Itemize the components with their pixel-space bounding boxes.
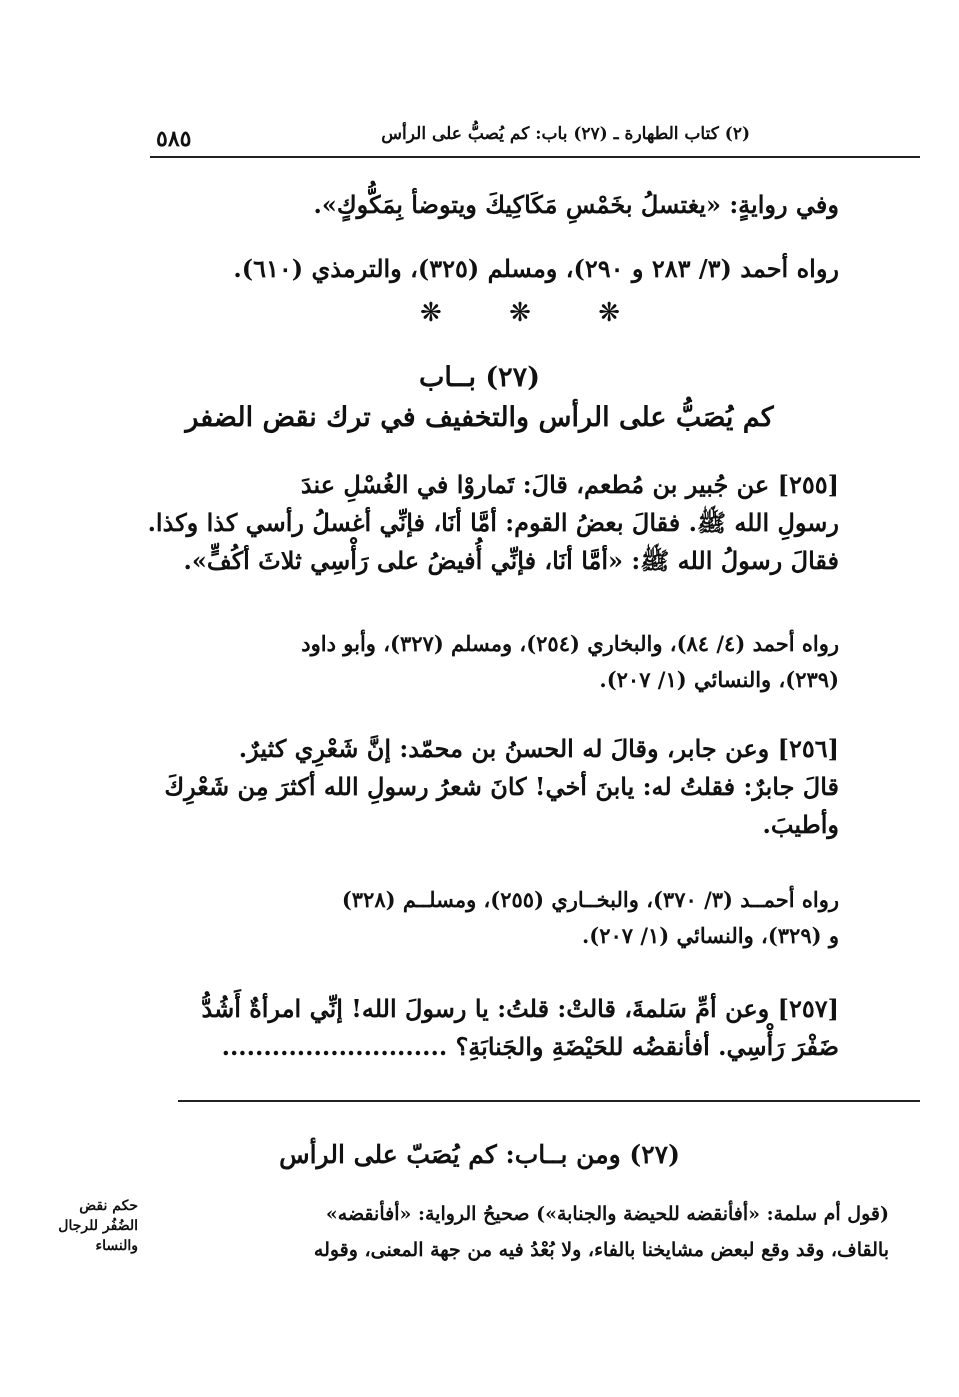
margin-note [48, 1196, 138, 1256]
continuation-dots: ........................... [221, 1032, 448, 1061]
section-separator [420, 298, 620, 328]
reference-line: رواه أحمد (٤/ ٨٤)، والبخاري (٢٥٤)، ومسلم (٣٢٧)، وأبو داود [301, 631, 839, 656]
chapter-title: كم يُصَبُّ على الرأس والتخفيف في ترك نقض الضفر [185, 402, 774, 433]
margin-note-line: حكم نقض [79, 1198, 138, 1214]
page-number: ٥٨٥ [156, 126, 192, 152]
hadith-255-reference [301, 626, 839, 698]
hadith-line: فقالَ رسولُ الله ﷺ: «أمَّا أنَا، فإنِّي أُفيضُ على رَأْسِي ثلاثَ أكُفٍّ». [183, 546, 839, 575]
reference-line: (٢٣٩)، والنسائي (١/ ٢٠٧). [599, 667, 839, 692]
running-title: (٢) كتاب الطهارة ـ (٢٧) باب: كم يُصبُّ على الرأس [381, 124, 750, 144]
hadith-line: قالَ جابرٌ: فقلتُ له: يابنَ أخي! كانَ شعرُ رسولِ الله أكثرَ مِن شَعْرِكَ [164, 772, 839, 801]
hadith-257 [201, 990, 839, 1066]
hadith-line: [٢٥٥] عن جُبير بن مُطعم، قالَ: تَماروْا في الغُسْلِ عندَ [300, 470, 839, 499]
margin-note-line: الضُفُر للرجال [58, 1218, 138, 1234]
commentary-line: (قول أم سلمة: «أفأنقضه للحيضة والجنابة») صحيحُ الرواية: «أفأنقضه» [325, 1203, 889, 1225]
hadith-line: [٢٥٦] وعن جابر، وقالَ له الحسنُ بن محمّد: إنَّ شَعْرِي كثيرٌ. [238, 734, 839, 763]
hadith-line: رسولِ الله ﷺ. فقالَ بعضُ القوم: أمَّا أنَا، فإنِّي أغسلُ رأسي كذا وكذا. [147, 508, 839, 537]
hadith-line [201, 1028, 839, 1066]
hadith-line: [٢٥٧] وعن أمِّ سَلمةَ، قالتْ: قلتُ: يا رسولَ الله! إنِّي امرأةٌ أَشُدُّ [201, 994, 839, 1023]
commentary-line: بالقاف، وقد وقع لبعض مشايخنا بالفاء، ولا بُعْدُ فيه من جهة المعنى، وقوله [313, 1239, 889, 1261]
page-header [150, 120, 920, 158]
reference-line: رواه أحمــد (٣/ ٣٧٠)، والبخــاري (٢٥٥)، ومسلــم (٣٢٨) [341, 887, 839, 912]
intro-narration: وفي روايةٍ: «يغتسلُ بخَمْسِ مَكَاكِيكَ ويتوضأ بِمَكُّوكٍ». [313, 190, 839, 219]
margin-note-line: والنساء [95, 1238, 138, 1254]
hadith-256-reference [342, 882, 839, 954]
footnote-divider [178, 1100, 920, 1102]
star-ornament: ❋ [598, 298, 620, 328]
hadith-line: وأطيبَ. [762, 810, 839, 839]
reference-line: و (٣٢٩)، والنسائي (١/ ٢٠٧). [581, 923, 839, 948]
hadith-256 [164, 730, 839, 844]
star-ornament: ❋ [420, 298, 442, 328]
hadith-255 [148, 466, 839, 580]
star-ornament: ❋ [509, 298, 531, 328]
intro-reference: رواه أحمد (٣/ ٢٨٣ و ٢٩٠)، ومسلم (٣٢٥)، والترمذي (٦١٠). [233, 254, 839, 283]
commentary-title: (٢٧) ومن بــاب: كم يُصَبّ على الرأس [279, 1140, 680, 1169]
hadith-text: ضَفْرَ رَأْسِي. أفأنقضُه للحَيْضَةِ والجَنابَةِ؟ [455, 1032, 839, 1061]
chapter-number: (٢٧) بــاب [419, 362, 540, 393]
commentary-text [314, 1196, 889, 1268]
